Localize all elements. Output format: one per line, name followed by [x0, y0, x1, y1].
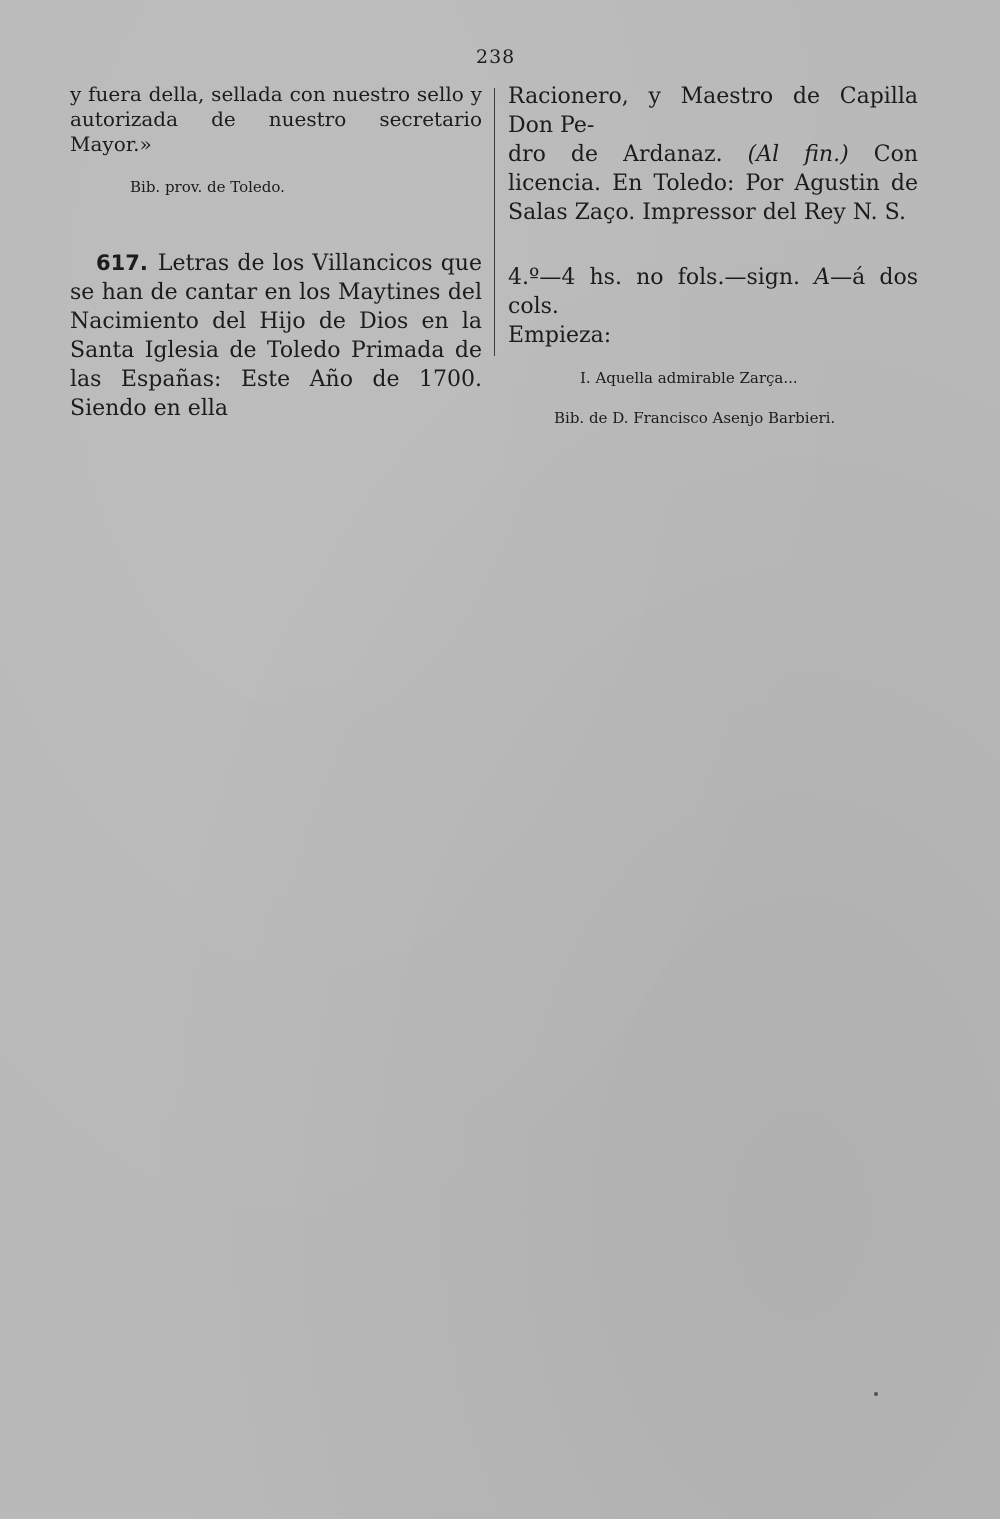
entry-number: 617. — [96, 251, 148, 275]
right-continuation-text — [508, 82, 918, 227]
right-continuation-part3: Con licencia. En Toledo: Por Agustin de Salas Zaço. Impressor del Rey N. S. — [508, 142, 918, 225]
ink-speck — [874, 1392, 878, 1396]
left-continuation-text: y fuera della, sellada con nuestro sello y autorizada de nuestro secretario Mayor.» — [70, 82, 482, 156]
colophon-marker: (Al fin.) — [747, 142, 849, 167]
format-part2: —á dos cols. — [508, 265, 918, 319]
left-column — [70, 82, 482, 445]
entry-617 — [70, 249, 482, 423]
left-source-citation: Bib. prov. de Toledo. — [130, 178, 285, 196]
page-number: 238 — [476, 46, 516, 68]
right-continuation-part2: dro de Ardanaz. — [508, 142, 748, 167]
right-column — [508, 82, 918, 428]
format-part1: 4.º—4 hs. no fols.—sign. — [508, 265, 815, 290]
right-source-citation: Bib. de D. Francisco Asenjo Barbieri. — [554, 409, 836, 427]
signature-letter: A — [814, 265, 831, 290]
format-description — [508, 263, 918, 350]
incipit-line: I. Aquella admirable Zarça... — [580, 369, 798, 387]
column-divider — [494, 88, 495, 356]
right-continuation-line1: Racionero, y Maestro de Capilla Don Pe- — [508, 84, 918, 138]
entry-title-text: Letras de los Villancicos que se han de cantar en los Maytines del Nacimiento del Hijo de Dios en la Santa Iglesia de Toledo Primada de las Españas: Este Año de 1700. Siendo en ella — [70, 251, 482, 421]
empieza-label: Empieza: — [508, 323, 612, 348]
